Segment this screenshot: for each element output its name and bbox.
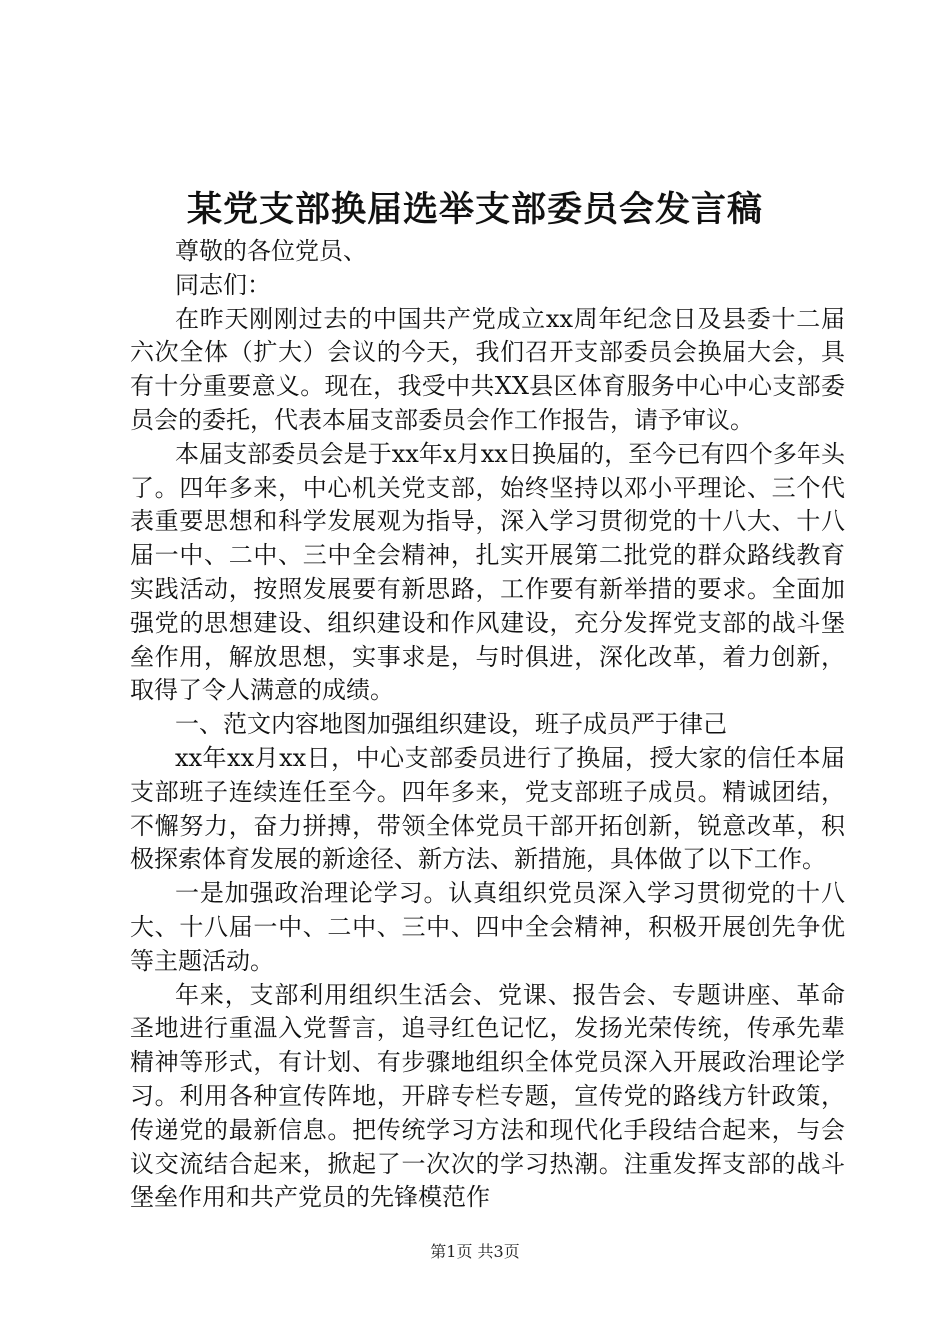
paragraph-salutation-2: 同志们： [175, 270, 271, 299]
page-footer: 第1页 共3页 [430, 1242, 520, 1261]
page-title: 某党支部换届选举支部委员会发言稿 [186, 189, 763, 230]
document-body [130, 235, 845, 1215]
paragraph: 本届支部委员会是于xx年x月xx日换届的，至今已有四个多年头了。四年多来，中心机关党支部，始终坚持以邓小平理论、三个代表重要思想和科学发展观为指导，深入学习贯彻党的十八大、十八届一中、二中、三中全会精神，扎实开展第二批党的群众路线教育实践活动，按照发展要有新思路，工作要有新举措的要求。全面加强党的思想建设、组织建设和作风建设，充分发挥党支部的战斗堡垒作用，解放思想，实事求是，与时俱进，深化改革，着力创新，取得了令人满意的成绩。 [130, 439, 845, 705]
paragraph-salutation-1: 尊敬的各位党员、 [175, 237, 367, 265]
paragraph: xx年xx月xx日，中心支部委员进行了换届，授大家的信任本届支部班子连续连任至今。四年多来，党支部班子成员。精诚团结，不懈努力，奋力拼搏，带领全体党员干部开拓创新，锐意改革，积极探索体育发展的新途径、新方法、新措施，具体做了以下工作。 [130, 743, 845, 874]
paragraph: 年来，支部利用组织生活会、党课、报告会、专题讲座、革命圣地进行重温入党誓言，追寻红色记忆，发扬光荣传统，传承先辈精神等形式，有计划、有步骤地组织全体党员深入开展政治理论学习。利用各种宣传阵地，开辟专栏专题，宣传党的路线方针政策，传递党的最新信息。把传统学习方法和现代化手段结合起来，与会议交流结合起来，掀起了一次次的学习热潮。注重发挥支部的战斗堡垒作用和共产党员的先锋模范作 [130, 980, 845, 1212]
section-heading: 一、范文内容地图加强组织建设，班子成员严于律己 [175, 710, 727, 739]
paragraph: 一是加强政治理论学习。认真组织党员深入学习贯彻党的十八大、十八届一中、二中、三中、四中全会精神，积极开展创先争优等主题活动。 [130, 879, 845, 975]
paragraph: 在昨天刚刚过去的中国共产党成立xx周年纪念日及县委十二届六次全体（扩大）会议的今天，我们召开支部委员会换届大会，具有十分重要意义。现在，我受中共XX县区体育服务中心中心支部委员会的委托，代表本届支部委员会作工作报告，请予审议。 [130, 304, 845, 434]
